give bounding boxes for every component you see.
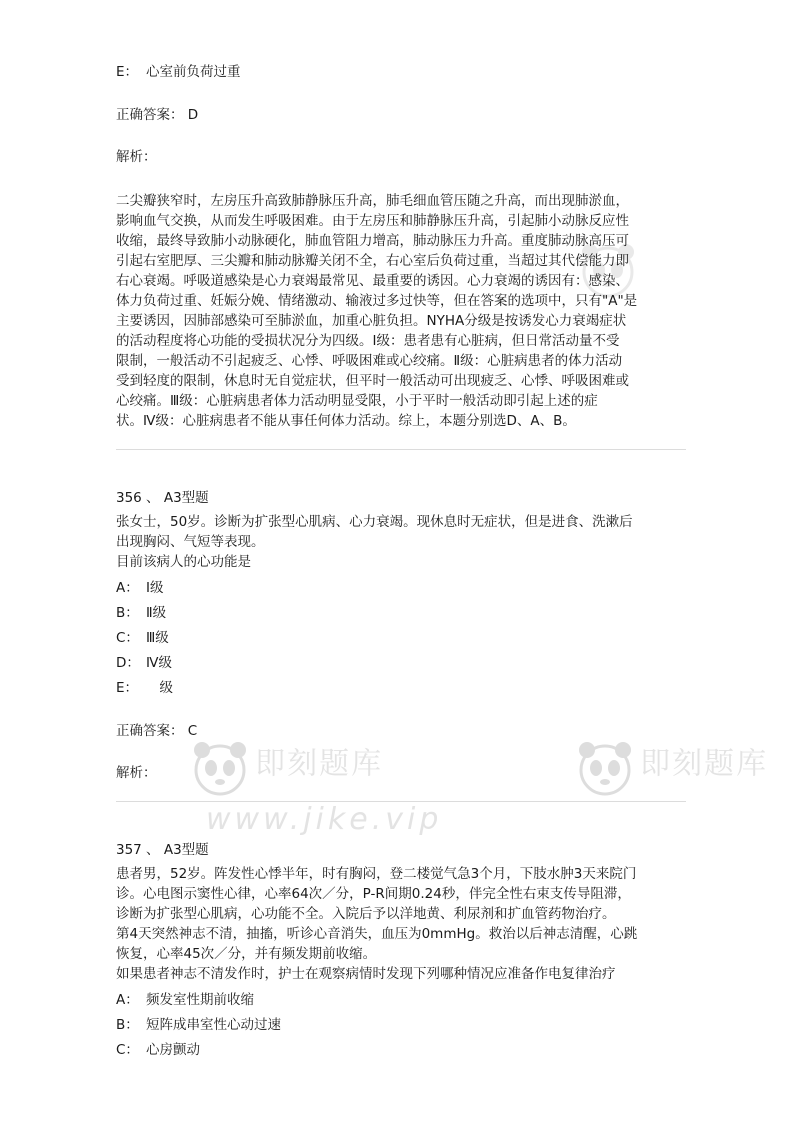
answer-value: D (187, 107, 199, 123)
option-b: B： 短阵成串室性心动过速 (116, 1017, 281, 1033)
watermark-url: www.jike.vip (206, 802, 443, 837)
analysis-label: 解析： (116, 149, 157, 165)
option-e (116, 62, 686, 82)
question-stem: 张女士，50岁。诊断为扩张型心肌病、心力衰竭。现休息时无症状，但是进食、洗漱后 出现胸闷、气短等表现。 目前该病人的心功能是 (116, 514, 633, 570)
analysis-text: 二尖瓣狭窄时，左房压升高致肺静脉压升高，肺毛细血管压随之升高，而出现肺淤血， 影响血气交换，从而发生呼吸困难。由于左房压和肺静脉压升高，引起肺小动脉反应性 收缩，最终导致肺小动脉硬化，肺血管阻力增高，肺动脉压力升高。重度肺动脉高压可 引起右室肥厚、三尖瓣和肺动脉瓣关闭不全，右心室后负荷过重，当超过其代偿能力即 右心衰竭。呼吸道感染是心力衰竭最常见、最重要的诱因。心力衰竭的诱因有：感染、 体力负荷过重、妊娠分娩、情绪激动、输液过多过快等，但在答案的选项中，只有"A"是 主要诱因，因肺部感染可至肺淤血，加重心脏负担。NYHA分级是按诱发心力衰竭症状 的活动程度将心功能的受损状况分为四级。Ⅰ级：患者患有心脏病，但日常活动量不受 限制，一般活动不引起疲乏、心悸、呼吸困难或心绞痛。Ⅱ级：心脏病患者的体力活动 受到轻度的限制，休息时无自觉症状，但平时一般活动可出现疲乏、心悸、呼吸困难或 心绞痛。Ⅲ级：心脏病患者体力活动明显受限，小于平时一般活动即引起上述的症 状。Ⅳ级：心脏病患者不能从事任何体力活动。综上，本题分别选D、A、B。 (116, 193, 638, 429)
question-number: 356 、 A3型题 (116, 490, 209, 506)
document-content (116, 62, 686, 1065)
option-letter: E： (116, 64, 139, 80)
question-number: 357 、 A3型题 (116, 842, 209, 858)
question-stem: 患者男，52岁。阵发性心悸半年，时有胸闷，登二楼觉气急3个月，下肢水肿3天来院门 诊。心电图示窦性心律，心率64次／分，P-R间期0.24秒，伴完全性右束支传导阻滞， 诊断为扩张型心肌病，心功能不全。入院后予以洋地黄、利尿剂和扩血管药物治疗。 第4天突然神志不清，抽搐，听诊心音消失，血压为0mmHg。救治以后神志清醒，心跳 恢复，心率45次／分，并有频发期前收缩。 如果患者神志不清发作时，护士在观察病情时发现下列哪种情况应准备作电复律治疗 (116, 866, 638, 982)
watermark-text: 即刻题库 (640, 746, 769, 782)
option-d: D： Ⅳ级 (116, 655, 172, 671)
correct-answer (116, 105, 686, 125)
analysis-label: 解析： (116, 765, 157, 781)
answer-label: 正确答案： (116, 723, 184, 739)
option-e: E： 级 (116, 680, 173, 696)
option-a: A： Ⅰ级 (116, 580, 164, 596)
option-a: A： 频发室性期前收缩 (116, 992, 254, 1008)
answer-label: 正确答案： (116, 107, 184, 123)
option-c: C： Ⅲ级 (116, 630, 169, 646)
option-text: 心室前负荷过重 (146, 64, 241, 80)
option-c: C： 心房颤动 (116, 1042, 200, 1058)
correct-answer (116, 721, 686, 741)
answer-value: C (187, 723, 198, 739)
option-b: B： Ⅱ级 (116, 605, 167, 621)
watermark-text: 即刻题库 (255, 746, 384, 782)
